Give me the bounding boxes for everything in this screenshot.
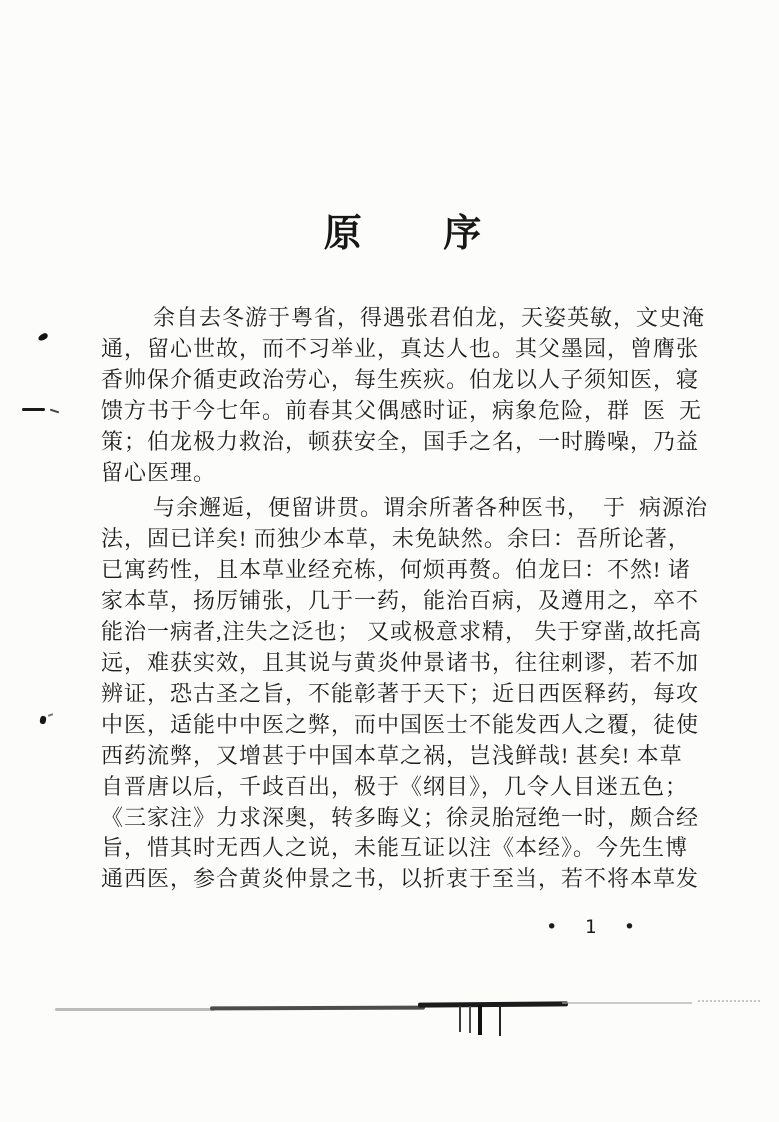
text-line: 余自去冬游于粤省，得遇张君伯龙，天姿英敏，文史淹 xyxy=(153,305,706,330)
page-title: 原 序 xyxy=(323,213,486,255)
text-line: 《三家注》力求深奥，转多晦义；徐灵胎冠绝一时，颇合经 xyxy=(101,804,700,830)
text-line: 远，难获实效，且其说与黄炎仲景诸书，往往刺谬，若不加 xyxy=(101,649,700,675)
text-line: 西药流弊，又增甚于中国本草之祸，岂浅鲜哉! 甚矣! 本草 xyxy=(101,742,683,768)
page-number: • 1 • xyxy=(546,916,644,938)
text-line: 馈方书于今七年。前春其父偶感时证，病象危险，群 医 无 xyxy=(101,397,703,423)
ink-speck xyxy=(37,332,49,342)
bottom-scan-dots xyxy=(698,1000,760,1002)
text-line: 已寓药性，且本草业经充栋，何烦再赘。伯龙曰：不然! 诸 xyxy=(101,557,691,583)
text-line: 策；伯龙极力救治，顿获安全，国手之名，一时腾噪，乃益 xyxy=(101,428,700,454)
text-line: 自晋唐以后，千歧百出，极于《纲目》，几令人目迷五色； xyxy=(101,773,689,799)
text-line: 留心医理。 xyxy=(101,459,217,485)
margin-dash-mark xyxy=(22,408,45,411)
bottom-scan-line xyxy=(55,1008,215,1011)
binding-tick-mark xyxy=(469,1006,471,1033)
ink-speck xyxy=(39,716,46,725)
paragraph xyxy=(101,303,706,488)
text-line: 与余邂逅，便留讲贯。谓余所著各种医书， 于 病源治 xyxy=(153,495,709,521)
text-line: 旨，惜其时无西人之说，未能互证以注《本经》。今先生博 xyxy=(101,835,689,861)
text-line: 辨证，恐古圣之旨，不能彰著于天下；近日西医释药，每攻 xyxy=(101,680,700,706)
paragraph xyxy=(101,493,709,895)
text-line: 通，留心世故，而不习举业，真达人也。其父墨园，曾膺张 xyxy=(101,335,700,361)
ink-speck xyxy=(48,713,53,717)
text-line: 中医，适能中中医之弊，而中国医士不能发西人之覆，徒使 xyxy=(101,711,700,737)
bottom-scan-line xyxy=(562,1002,692,1004)
text-line: 能治一病者,注失之泛也； 又或极意求精， 失于穿凿,故托高 xyxy=(101,619,703,645)
binding-tick-mark xyxy=(478,1005,482,1035)
text-line: 家本草，扬厉铺张，几于一药，能治百病，及遵用之，卒不 xyxy=(101,588,700,614)
text-line: 法，固已详矣! 而独少本草，未免缺然。余曰：吾所论著， xyxy=(101,526,691,552)
body-text xyxy=(101,303,709,895)
margin-tick-mark xyxy=(50,409,59,414)
bottom-scan-line xyxy=(210,1006,425,1011)
text-line: 香帅保介循吏政治劳心，每生疾疢。伯龙以人子须知医，寝 xyxy=(101,366,700,392)
binding-tick-mark xyxy=(459,1006,461,1032)
binding-tick-mark xyxy=(499,1005,501,1036)
bottom-scan-line xyxy=(418,1001,568,1007)
text-line: 通西医，参合黄炎仲景之书，以折衷于至当，若不将本草发 xyxy=(101,866,700,892)
